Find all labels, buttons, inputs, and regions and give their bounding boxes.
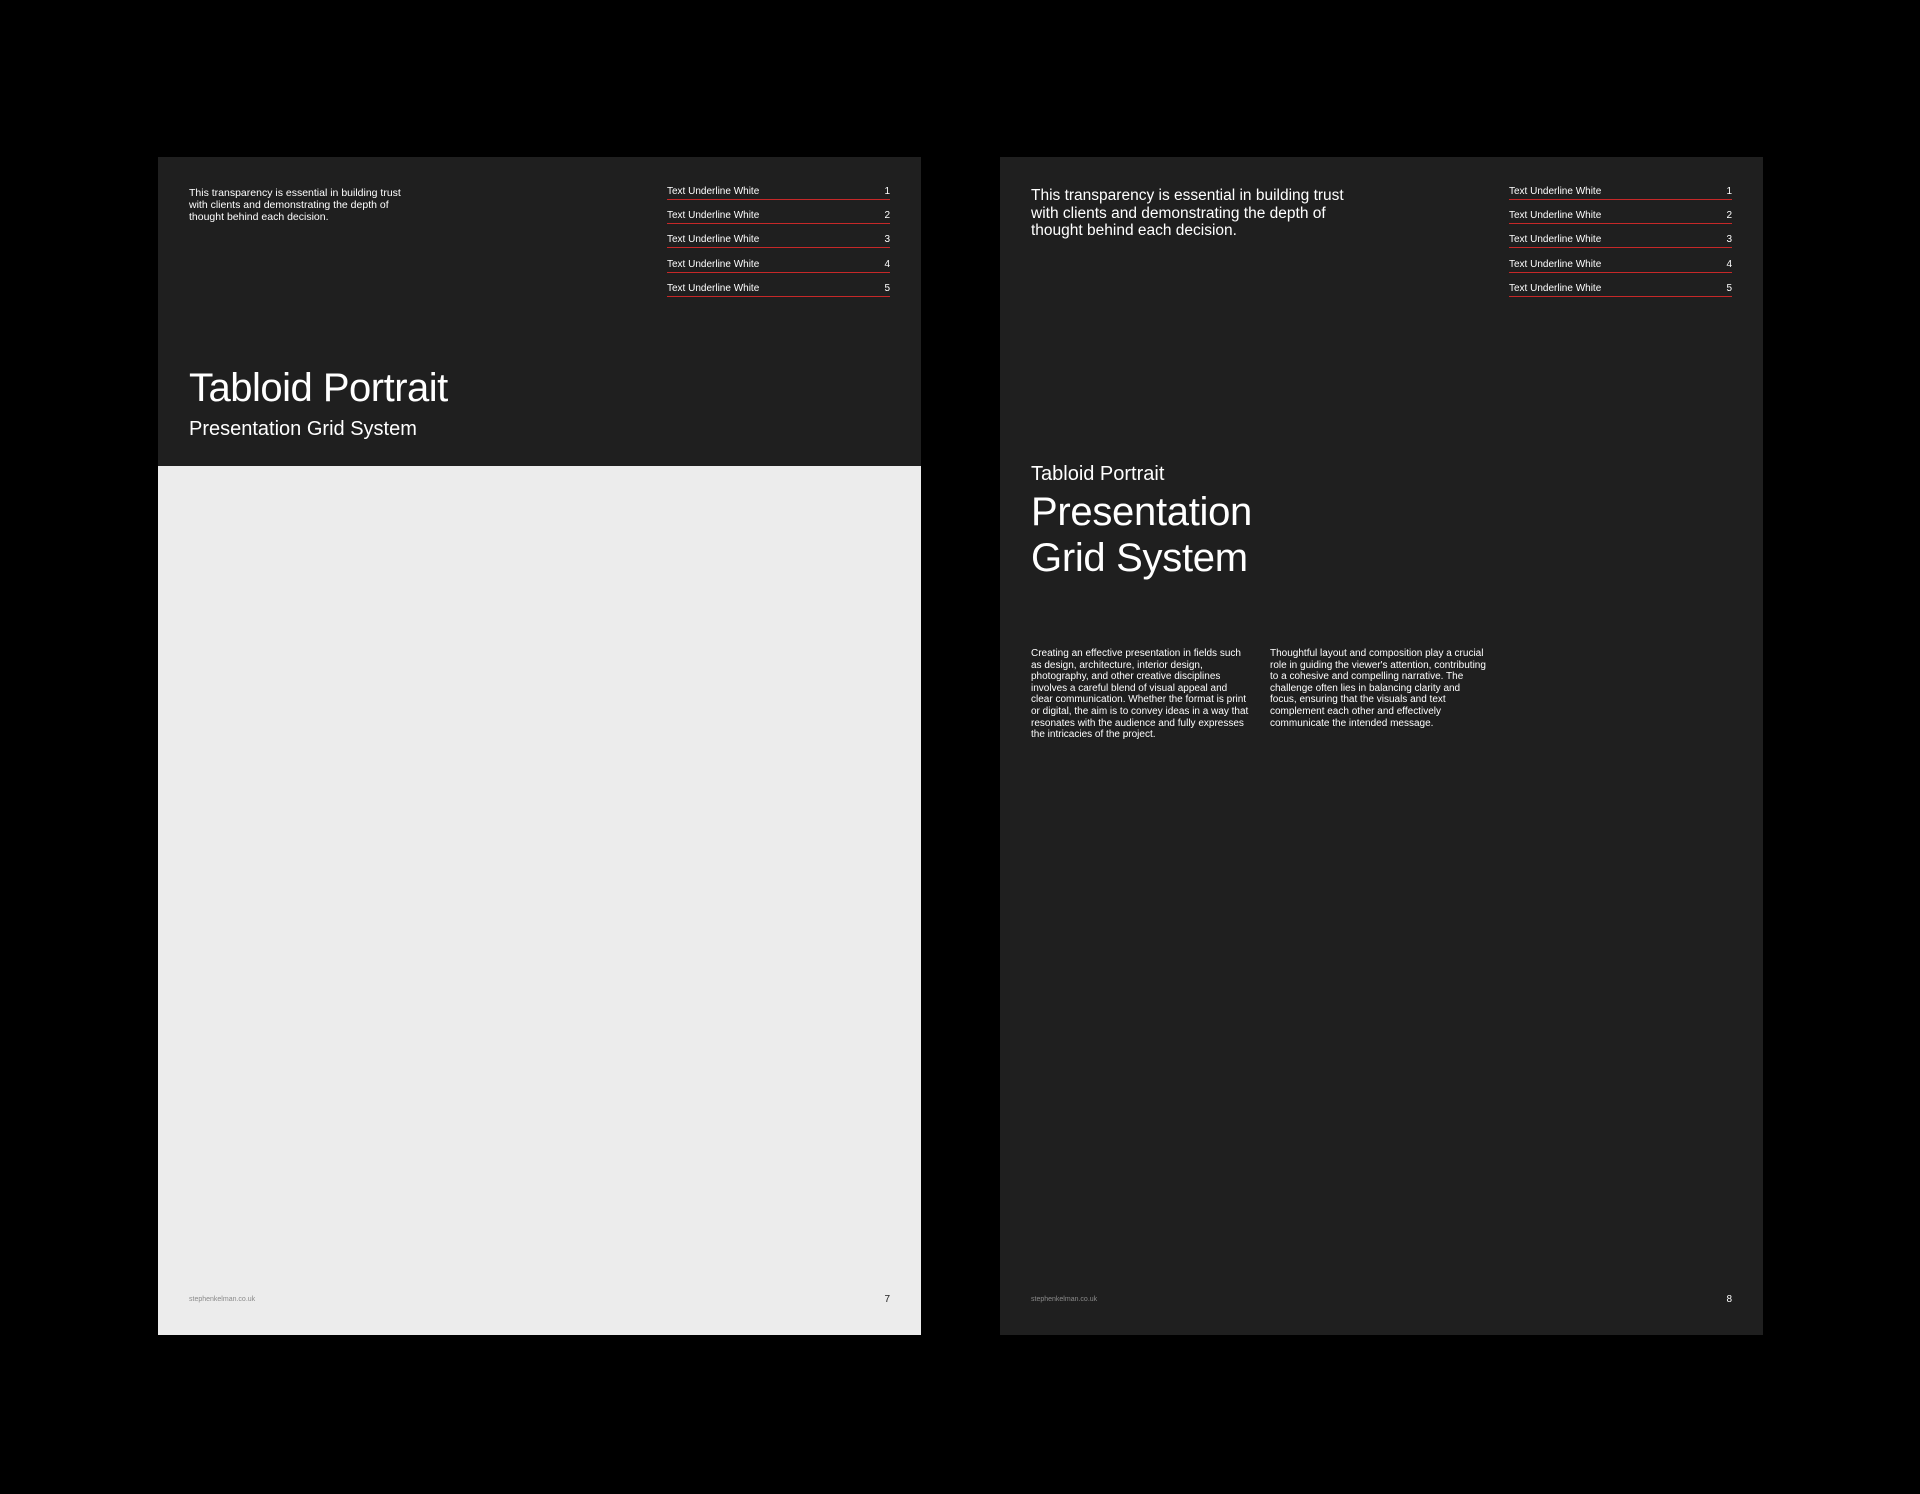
toc-item-label: Text Underline White (1509, 282, 1602, 294)
toc-item-number: 5 (884, 282, 890, 294)
toc-item-label: Text Underline White (667, 186, 760, 197)
toc-item[interactable] (1509, 258, 1732, 273)
toc-item[interactable] (667, 233, 890, 248)
page-8 (1000, 157, 1763, 1335)
toc-item[interactable] (1509, 233, 1732, 248)
toc-item-number: 4 (884, 258, 890, 270)
table-of-contents (667, 185, 890, 306)
headline-line: Grid System (1031, 536, 1248, 580)
page-title: Tabloid Portrait (189, 366, 448, 410)
toc-item-label: Text Underline White (1509, 258, 1602, 270)
toc-item[interactable] (667, 185, 890, 200)
toc-item[interactable] (667, 282, 890, 297)
toc-item-label: Text Underline White (1509, 210, 1602, 222)
headline-line: Presentation (1031, 490, 1252, 534)
toc-item-label: Text Underline White (667, 282, 760, 294)
toc-item-number: 5 (1726, 282, 1732, 294)
page-number: 7 (884, 1294, 890, 1305)
body-column-1: Creating an effective presentation in fields such as design, architecture, interior design, photography, and other creative disciplines involves a careful blend of visual appeal and clear communication. Whether the format is print or digital, the aim is to convey ideas in a way that resonates with the audience and fully expresses the intricacies of the project. (1031, 648, 1249, 741)
footer-url: stephenkelman.co.uk (189, 1296, 256, 1303)
toc-item-label: Text Underline White (667, 210, 760, 222)
page-number: 8 (1726, 1294, 1732, 1305)
table-of-contents (1509, 185, 1732, 306)
toc-item-label: Text Underline White (667, 258, 760, 270)
body-column-2: Thoughtful layout and composition play a crucial role in guiding the viewer's attention, contributing to a cohesive and compelling narrative. The challenge often lies in balancing clarity and focus, ensuring that the visuals and text complement each other and effectively communicate the intended message. (1270, 648, 1486, 729)
toc-item-label: Text Underline White (667, 234, 760, 246)
toc-item[interactable] (1509, 209, 1732, 224)
toc-item[interactable] (1509, 282, 1732, 297)
image-placeholder (158, 466, 921, 1335)
toc-item[interactable] (667, 209, 890, 224)
toc-item[interactable] (1509, 185, 1732, 200)
toc-item-number: 1 (1726, 186, 1732, 197)
page-headline (1031, 489, 1252, 581)
toc-item-label: Text Underline White (1509, 186, 1602, 197)
intro-text: This transparency is essential in building trust with clients and demonstrating the depth of thought behind each decision. (189, 187, 401, 223)
page-kicker: Tabloid Portrait (1031, 463, 1165, 485)
toc-item-number: 4 (1726, 258, 1732, 270)
intro-text: This transparency is essential in building trust with clients and demonstrating the depth of thought behind each decision. (1031, 187, 1344, 239)
page-7 (158, 157, 921, 1335)
page-subtitle: Presentation Grid System (189, 418, 417, 440)
footer-url: stephenkelman.co.uk (1031, 1296, 1098, 1303)
toc-item-number: 3 (884, 234, 890, 246)
toc-item-number: 3 (1726, 234, 1732, 246)
toc-item-number: 1 (884, 186, 890, 197)
toc-item[interactable] (667, 258, 890, 273)
toc-item-number: 2 (884, 210, 890, 222)
toc-item-label: Text Underline White (1509, 234, 1602, 246)
toc-item-number: 2 (1726, 210, 1732, 222)
